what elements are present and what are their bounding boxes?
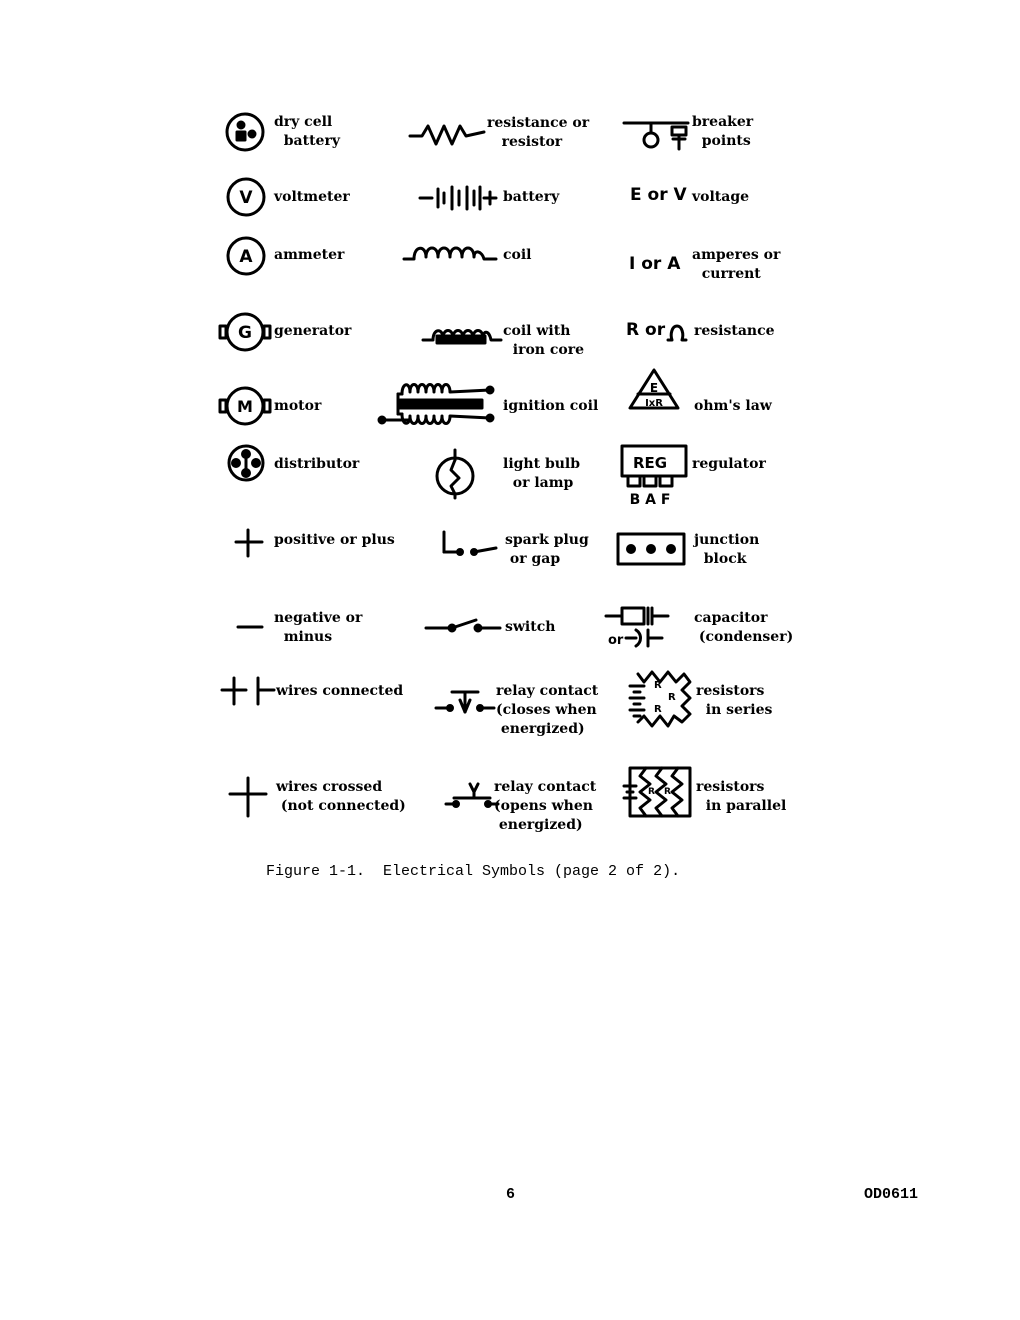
parallel-r-1: R xyxy=(648,787,655,797)
resistor-label: resistance or resistor xyxy=(487,115,590,150)
current-symbol: I or A xyxy=(629,254,681,274)
series-r-3: R xyxy=(654,704,662,715)
ohms-law-e: E xyxy=(649,381,659,395)
amperes-label: amperes or current xyxy=(692,247,781,282)
series-r-2: R xyxy=(668,692,676,703)
ohms-law-label: ohm's law xyxy=(694,398,772,414)
resistors-parallel-label: resistors in parallel xyxy=(696,779,787,814)
regulator-label: regulator xyxy=(692,456,766,472)
ammeter-letter: A xyxy=(239,247,253,267)
generator-label: generator xyxy=(274,323,352,339)
ohms-law-ixr: IxR xyxy=(645,398,663,409)
positive-label: positive or plus xyxy=(274,532,395,548)
parallel-r-2: R xyxy=(664,787,671,797)
relay-closes-label: relay contact (closes when energized) xyxy=(496,683,599,737)
motor-letter: M xyxy=(237,397,253,416)
breaker-points-label: breaker points xyxy=(692,114,754,149)
motor-label: motor xyxy=(274,398,322,414)
resistance-label: resistance xyxy=(694,323,775,339)
figure-caption: Figure 1-1. Electrical Symbols (page 2 of 2). xyxy=(266,863,681,880)
ammeter-label: ammeter xyxy=(274,247,345,263)
voltage-label: voltage xyxy=(692,189,750,205)
generator-letter: G xyxy=(238,323,252,343)
regulator-terminals: B A F xyxy=(629,492,671,508)
series-r-1: R xyxy=(654,680,662,691)
coil-label: coil xyxy=(503,247,532,263)
ignition-coil-label: ignition coil xyxy=(503,398,599,414)
voltmeter-label: voltmeter xyxy=(274,189,350,205)
capacitor-or-text: or xyxy=(608,633,624,648)
battery-label: battery xyxy=(503,189,560,205)
relay-opens-label: relay contact (opens when energized) xyxy=(494,779,597,833)
capacitor-label: capacitor (condenser) xyxy=(694,610,794,645)
spark-plug-label: spark plug or gap xyxy=(505,532,589,567)
wires-connected-label: wires connected xyxy=(276,683,404,699)
junction-block-label: junction block xyxy=(694,532,760,567)
iron-core-coil-label: coil with iron core xyxy=(503,323,584,358)
dry-cell-battery-label: dry cell battery xyxy=(274,114,340,149)
light-bulb-label: light bulb or lamp xyxy=(503,456,581,491)
voltage-symbol: E or V xyxy=(630,185,687,205)
document-code: OD0611 xyxy=(864,1186,919,1203)
wires-crossed-label: wires crossed (not connected) xyxy=(276,779,406,814)
resistors-series-label: resistors in series xyxy=(696,683,773,718)
voltmeter-letter: V xyxy=(239,188,253,208)
resistance-symbol: R or xyxy=(626,320,666,340)
distributor-label: distributor xyxy=(274,456,360,472)
negative-label: negative or minus xyxy=(274,610,363,645)
switch-label: switch xyxy=(505,619,556,635)
page-number: 6 xyxy=(506,1186,516,1203)
regulator-box-text: REG xyxy=(632,454,668,472)
